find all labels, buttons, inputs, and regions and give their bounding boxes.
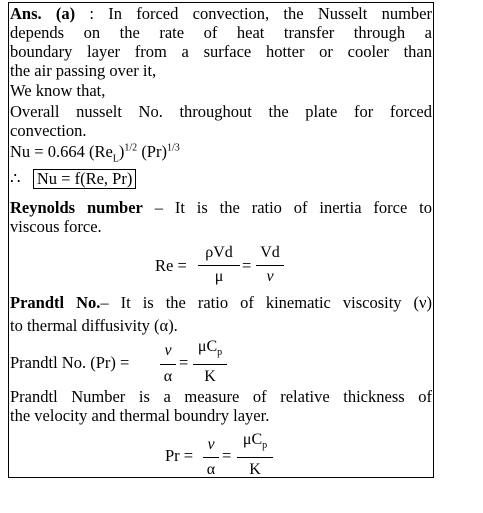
prandtl-eq2-f2-denominator: K bbox=[249, 461, 261, 478]
prandtl-eq2-f1-denominator: α bbox=[206, 461, 216, 478]
prandtl-eq1-lhs: Prandtl No. (Pr) = bbox=[10, 353, 130, 372]
we-know-that: We know that, bbox=[10, 81, 106, 100]
overall-line-2: convection. bbox=[10, 121, 87, 140]
prandtl-eq2-f1-bar bbox=[203, 457, 219, 458]
prandtl-measure-line-1: Prandtl Number is a measure of relative thickness of bbox=[10, 387, 432, 406]
nu-eq-exponent-2: 1/3 bbox=[166, 142, 180, 154]
intro-line-1 bbox=[10, 4, 432, 23]
prandtl-eq1-f2-numerator bbox=[193, 338, 227, 359]
reynolds-f1-denominator: μ bbox=[214, 268, 224, 285]
reynolds-eq-equals: = bbox=[242, 256, 252, 275]
prandtl-eq2-f2-num-text: μC bbox=[242, 431, 263, 448]
nu-eq-subscript: L bbox=[112, 153, 119, 165]
reynolds-fraction-1 bbox=[198, 244, 240, 262]
intro-line-2: depends on the rate of heat transfer through a bbox=[10, 23, 432, 42]
prandtl-eq1-equals: = bbox=[179, 353, 189, 372]
reynolds-f2-bar bbox=[256, 265, 284, 266]
reynolds-def-1: – It is the ratio of inertia force to bbox=[142, 198, 432, 217]
prandtl-eq2-f2-num-sub: p bbox=[262, 440, 268, 452]
reynolds-line-1 bbox=[10, 198, 432, 217]
answer-label: Ans. (a) bbox=[10, 4, 76, 23]
reynolds-f1-bar bbox=[198, 265, 240, 266]
prandtl-eq1-f2-num-sub: p bbox=[217, 347, 223, 359]
prandtl-eq1-f1-numerator: ν bbox=[164, 342, 172, 359]
prandtl-eq1-f2-num-text: μC bbox=[197, 338, 218, 355]
reynolds-f2-denominator: ν bbox=[266, 268, 274, 285]
prandtl-term: Prandtl No. bbox=[10, 293, 101, 312]
prandtl-eq2-f2-numerator bbox=[237, 431, 273, 452]
prandtl-measure-line-2: the velocity and thermal boundry layer. bbox=[10, 406, 270, 425]
prandtl-eq2-equals: = bbox=[222, 446, 232, 465]
intro-text-1: : In forced convection, the Nusselt number bbox=[75, 4, 432, 23]
overall-line-1: Overall nusselt No. throughout the plate for forced bbox=[10, 102, 432, 121]
prandtl-eq1-f2-bar bbox=[193, 364, 227, 365]
prandtl-eq1-f2-denominator: K bbox=[204, 368, 216, 385]
reynolds-eq-lhs: Re = bbox=[155, 256, 187, 275]
prandtl-eq2-f2-bar bbox=[237, 457, 273, 458]
boxed-relation: Nu = f(Re, Pr) bbox=[33, 169, 136, 189]
intro-line-4: the air passing over it, bbox=[10, 61, 157, 80]
intro-line-3: boundary layer from a surface hotter or cooler than bbox=[10, 42, 432, 61]
prandtl-eq1-f1-bar bbox=[160, 364, 176, 365]
prandtl-eq2-lhs: Pr = bbox=[165, 446, 194, 465]
prandtl-line-2: to thermal diffusivity (α). bbox=[10, 316, 178, 335]
nu-eq-part-c: (Pr) bbox=[137, 142, 167, 161]
reynolds-line-2: viscous force. bbox=[10, 217, 102, 236]
prandtl-line-1 bbox=[10, 293, 432, 312]
therefore-line bbox=[10, 169, 136, 189]
nu-eq-part-b: ) bbox=[118, 142, 125, 161]
reynolds-f1-numerator: ρVd bbox=[205, 244, 233, 261]
prandtl-eq2-f1-numerator: ν bbox=[207, 436, 215, 453]
nu-eq-part-a: Nu = 0.664 (Re bbox=[10, 142, 113, 161]
nu-eq-exponent-1: 1/2 bbox=[124, 142, 138, 154]
therefore-symbol: ∴ bbox=[10, 169, 21, 188]
nusselt-equation bbox=[10, 142, 180, 165]
prandtl-eq1-f1-denominator: α bbox=[163, 368, 173, 385]
reynolds-term: Reynolds number bbox=[10, 198, 143, 217]
prandtl-def-1: – It is the ratio of kinematic viscosity (ν) bbox=[100, 293, 432, 312]
reynolds-f2-numerator: Vd bbox=[260, 244, 280, 261]
